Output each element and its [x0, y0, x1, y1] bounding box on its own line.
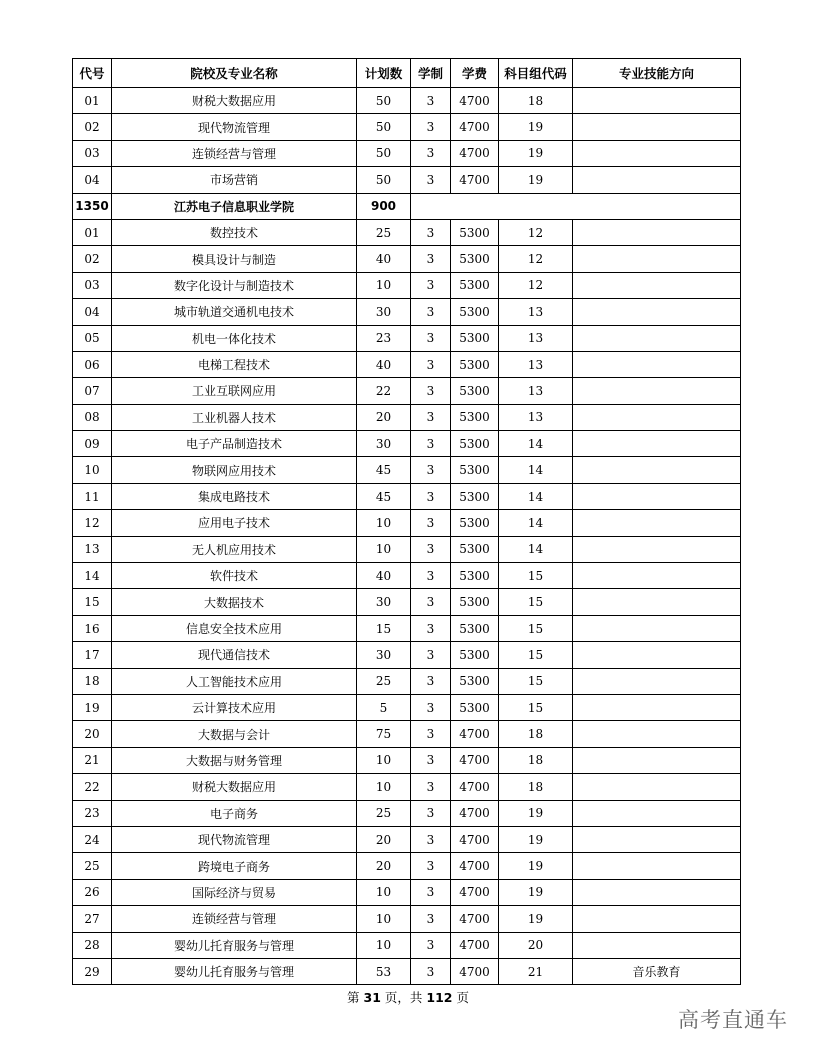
- cell-skill: 音乐教育: [573, 958, 741, 984]
- cell-skill: [573, 114, 741, 140]
- table-row: [73, 378, 741, 404]
- cell-name: 机电一体化技术: [112, 325, 357, 351]
- cell-skill: [573, 932, 741, 958]
- cell-plan: 40: [357, 563, 411, 589]
- cell-plan: 25: [357, 219, 411, 245]
- cell-skill: [573, 536, 741, 562]
- cell-code: 02: [73, 246, 112, 272]
- cell-name: 大数据与财务管理: [112, 747, 357, 773]
- cell-name: 现代通信技术: [112, 642, 357, 668]
- cell-years: 3: [411, 140, 451, 166]
- footer-page-number: 31: [363, 990, 381, 1005]
- table-row: [73, 140, 741, 166]
- cell-code: 19: [73, 694, 112, 720]
- cell-fee: 4700: [451, 932, 499, 958]
- footer-total-pages: 112: [426, 990, 453, 1005]
- cell-code: 25: [73, 853, 112, 879]
- cell-name: 工业机器人技术: [112, 404, 357, 430]
- cell-fee: 5300: [451, 431, 499, 457]
- cell-skill: [573, 431, 741, 457]
- cell-fee: 5300: [451, 457, 499, 483]
- cell-fee: 5300: [451, 378, 499, 404]
- cell-years: 3: [411, 378, 451, 404]
- school-row-empty: [411, 193, 741, 219]
- cell-fee: 4700: [451, 906, 499, 932]
- cell-subject-code: 13: [499, 378, 573, 404]
- cell-years: 3: [411, 747, 451, 773]
- header-plan: 计划数: [357, 59, 411, 88]
- cell-code: 22: [73, 774, 112, 800]
- cell-subject-code: 12: [499, 246, 573, 272]
- cell-skill: [573, 510, 741, 536]
- cell-years: 3: [411, 694, 451, 720]
- cell-subject-code: 18: [499, 721, 573, 747]
- table-row: [73, 272, 741, 298]
- cell-subject-code: 19: [499, 800, 573, 826]
- cell-name: 信息安全技术应用: [112, 615, 357, 641]
- cell-fee: 5300: [451, 694, 499, 720]
- header-skill: 专业技能方向: [573, 59, 741, 88]
- table-row: [73, 615, 741, 641]
- cell-fee: 4700: [451, 167, 499, 193]
- cell-code: 10: [73, 457, 112, 483]
- cell-plan: 40: [357, 246, 411, 272]
- cell-code: 20: [73, 721, 112, 747]
- cell-fee: 5300: [451, 642, 499, 668]
- school-name: 江苏电子信息职业学院: [112, 193, 357, 219]
- cell-years: 3: [411, 510, 451, 536]
- cell-code: 05: [73, 325, 112, 351]
- cell-subject-code: 19: [499, 114, 573, 140]
- cell-subject-code: 20: [499, 932, 573, 958]
- header-row: [73, 59, 741, 88]
- cell-code: 03: [73, 272, 112, 298]
- cell-subject-code: 13: [499, 404, 573, 430]
- cell-subject-code: 12: [499, 219, 573, 245]
- cell-subject-code: 19: [499, 167, 573, 193]
- cell-subject-code: 13: [499, 351, 573, 377]
- cell-code: 11: [73, 483, 112, 509]
- cell-years: 3: [411, 536, 451, 562]
- cell-subject-code: 19: [499, 140, 573, 166]
- cell-plan: 75: [357, 721, 411, 747]
- cell-skill: [573, 879, 741, 905]
- cell-fee: 5300: [451, 404, 499, 430]
- cell-name: 数字化设计与制造技术: [112, 272, 357, 298]
- cell-fee: 4700: [451, 140, 499, 166]
- cell-subject-code: 15: [499, 694, 573, 720]
- cell-years: 3: [411, 351, 451, 377]
- cell-subject-code: 14: [499, 510, 573, 536]
- cell-years: 3: [411, 615, 451, 641]
- cell-years: 3: [411, 325, 451, 351]
- cell-code: 02: [73, 114, 112, 140]
- cell-subject-code: 18: [499, 747, 573, 773]
- cell-skill: [573, 642, 741, 668]
- cell-skill: [573, 747, 741, 773]
- cell-fee: 5300: [451, 510, 499, 536]
- cell-fee: 5300: [451, 272, 499, 298]
- cell-years: 3: [411, 219, 451, 245]
- cell-code: 12: [73, 510, 112, 536]
- cell-skill: [573, 140, 741, 166]
- cell-name: 大数据技术: [112, 589, 357, 615]
- cell-subject-code: 14: [499, 483, 573, 509]
- cell-fee: 5300: [451, 219, 499, 245]
- cell-years: 3: [411, 483, 451, 509]
- school-plan: 900: [357, 193, 411, 219]
- cell-plan: 10: [357, 747, 411, 773]
- cell-code: 03: [73, 140, 112, 166]
- cell-plan: 5: [357, 694, 411, 720]
- cell-years: 3: [411, 906, 451, 932]
- table-row: [73, 563, 741, 589]
- cell-skill: [573, 800, 741, 826]
- cell-code: 24: [73, 826, 112, 852]
- cell-plan: 15: [357, 615, 411, 641]
- cell-plan: 30: [357, 589, 411, 615]
- header-name: 院校及专业名称: [112, 59, 357, 88]
- cell-plan: 22: [357, 378, 411, 404]
- cell-name: 电子商务: [112, 800, 357, 826]
- cell-name: 电子产品制造技术: [112, 431, 357, 457]
- cell-fee: 4700: [451, 774, 499, 800]
- cell-plan: 10: [357, 272, 411, 298]
- cell-plan: 20: [357, 853, 411, 879]
- table-row: [73, 246, 741, 272]
- cell-plan: 50: [357, 88, 411, 114]
- cell-skill: [573, 88, 741, 114]
- cell-code: 18: [73, 668, 112, 694]
- cell-fee: 5300: [451, 615, 499, 641]
- cell-code: 15: [73, 589, 112, 615]
- table-row: [73, 114, 741, 140]
- cell-fee: 4700: [451, 114, 499, 140]
- cell-skill: [573, 694, 741, 720]
- table-row: [73, 219, 741, 245]
- cell-fee: 4700: [451, 721, 499, 747]
- cell-fee: 4700: [451, 826, 499, 852]
- cell-code: 08: [73, 404, 112, 430]
- cell-skill: [573, 378, 741, 404]
- watermark: 高考直通车: [678, 1008, 788, 1032]
- cell-name: 现代物流管理: [112, 114, 357, 140]
- cell-fee: 4700: [451, 853, 499, 879]
- cell-subject-code: 15: [499, 563, 573, 589]
- cell-code: 01: [73, 88, 112, 114]
- table-row: [73, 351, 741, 377]
- cell-name: 现代物流管理: [112, 826, 357, 852]
- cell-skill: [573, 615, 741, 641]
- cell-skill: [573, 906, 741, 932]
- cell-code: 01: [73, 219, 112, 245]
- cell-fee: 4700: [451, 747, 499, 773]
- footer-suffix: 页: [456, 990, 469, 1005]
- cell-subject-code: 15: [499, 589, 573, 615]
- cell-years: 3: [411, 167, 451, 193]
- cell-subject-code: 13: [499, 299, 573, 325]
- table-row: [73, 826, 741, 852]
- header-years: 学制: [411, 59, 451, 88]
- cell-subject-code: 15: [499, 642, 573, 668]
- cell-years: 3: [411, 668, 451, 694]
- cell-name: 人工智能技术应用: [112, 668, 357, 694]
- table-row: [73, 932, 741, 958]
- cell-subject-code: 19: [499, 879, 573, 905]
- table-row: [73, 694, 741, 720]
- cell-years: 3: [411, 404, 451, 430]
- cell-fee: 4700: [451, 800, 499, 826]
- cell-years: 3: [411, 721, 451, 747]
- cell-years: 3: [411, 246, 451, 272]
- footer-middle: 页，共: [384, 990, 423, 1005]
- cell-skill: [573, 351, 741, 377]
- cell-subject-code: 14: [499, 431, 573, 457]
- table-row: [73, 800, 741, 826]
- cell-code: 06: [73, 351, 112, 377]
- table-row: [73, 879, 741, 905]
- cell-plan: 40: [357, 351, 411, 377]
- cell-subject-code: 14: [499, 457, 573, 483]
- cell-skill: [573, 589, 741, 615]
- cell-skill: [573, 246, 741, 272]
- cell-plan: 50: [357, 114, 411, 140]
- cell-name: 无人机应用技术: [112, 536, 357, 562]
- cell-subject-code: 12: [499, 272, 573, 298]
- cell-plan: 20: [357, 826, 411, 852]
- cell-years: 3: [411, 826, 451, 852]
- cell-fee: 4700: [451, 879, 499, 905]
- cell-plan: 25: [357, 800, 411, 826]
- cell-name: 软件技术: [112, 563, 357, 589]
- cell-code: 14: [73, 563, 112, 589]
- cell-subject-code: 18: [499, 88, 573, 114]
- cell-skill: [573, 721, 741, 747]
- cell-skill: [573, 167, 741, 193]
- table-row: [73, 668, 741, 694]
- cell-fee: 5300: [451, 668, 499, 694]
- table-body: [73, 88, 741, 985]
- cell-plan: 25: [357, 668, 411, 694]
- table-row: [73, 774, 741, 800]
- cell-fee: 5300: [451, 299, 499, 325]
- cell-plan: 30: [357, 642, 411, 668]
- cell-plan: 20: [357, 404, 411, 430]
- cell-name: 连锁经营与管理: [112, 140, 357, 166]
- cell-code: 21: [73, 747, 112, 773]
- cell-subject-code: 13: [499, 325, 573, 351]
- cell-years: 3: [411, 457, 451, 483]
- enrollment-table: [72, 58, 741, 985]
- cell-plan: 50: [357, 167, 411, 193]
- cell-plan: 53: [357, 958, 411, 984]
- table-row: [73, 431, 741, 457]
- cell-code: 28: [73, 932, 112, 958]
- cell-name: 婴幼儿托育服务与管理: [112, 958, 357, 984]
- cell-skill: [573, 457, 741, 483]
- table-row: [73, 457, 741, 483]
- cell-subject-code: 14: [499, 536, 573, 562]
- cell-subject-code: 15: [499, 615, 573, 641]
- cell-subject-code: 21: [499, 958, 573, 984]
- table-row: [73, 88, 741, 114]
- cell-skill: [573, 325, 741, 351]
- cell-name: 财税大数据应用: [112, 88, 357, 114]
- cell-name: 云计算技术应用: [112, 694, 357, 720]
- cell-code: 29: [73, 958, 112, 984]
- cell-fee: 5300: [451, 351, 499, 377]
- cell-skill: [573, 272, 741, 298]
- cell-name: 工业互联网应用: [112, 378, 357, 404]
- cell-fee: 5300: [451, 589, 499, 615]
- cell-code: 27: [73, 906, 112, 932]
- cell-years: 3: [411, 88, 451, 114]
- cell-subject-code: 15: [499, 668, 573, 694]
- cell-plan: 45: [357, 457, 411, 483]
- table-row: [73, 325, 741, 351]
- cell-years: 3: [411, 800, 451, 826]
- school-code: 1350: [73, 193, 112, 219]
- table-row: [73, 510, 741, 536]
- cell-plan: 23: [357, 325, 411, 351]
- cell-fee: 5300: [451, 483, 499, 509]
- cell-plan: 30: [357, 299, 411, 325]
- cell-years: 3: [411, 853, 451, 879]
- cell-code: 26: [73, 879, 112, 905]
- cell-subject-code: 19: [499, 826, 573, 852]
- cell-skill: [573, 404, 741, 430]
- table-row: [73, 483, 741, 509]
- cell-years: 3: [411, 114, 451, 140]
- cell-code: 23: [73, 800, 112, 826]
- table-row: [73, 642, 741, 668]
- cell-name: 模具设计与制造: [112, 246, 357, 272]
- cell-name: 市场营销: [112, 167, 357, 193]
- cell-name: 物联网应用技术: [112, 457, 357, 483]
- cell-skill: [573, 774, 741, 800]
- cell-skill: [573, 483, 741, 509]
- cell-name: 大数据与会计: [112, 721, 357, 747]
- cell-plan: 10: [357, 774, 411, 800]
- cell-name: 婴幼儿托育服务与管理: [112, 932, 357, 958]
- cell-name: 城市轨道交通机电技术: [112, 299, 357, 325]
- header-code: 代号: [73, 59, 112, 88]
- cell-name: 连锁经营与管理: [112, 906, 357, 932]
- cell-years: 3: [411, 958, 451, 984]
- cell-name: 国际经济与贸易: [112, 879, 357, 905]
- table-row: [73, 536, 741, 562]
- footer-prefix: 第: [347, 990, 360, 1005]
- cell-fee: 4700: [451, 958, 499, 984]
- cell-fee: 5300: [451, 536, 499, 562]
- cell-skill: [573, 299, 741, 325]
- cell-subject-code: 19: [499, 906, 573, 932]
- header-fee: 学费: [451, 59, 499, 88]
- cell-years: 3: [411, 431, 451, 457]
- table-row: [73, 167, 741, 193]
- cell-plan: 10: [357, 932, 411, 958]
- cell-code: 04: [73, 167, 112, 193]
- cell-plan: 10: [357, 906, 411, 932]
- table-row: [73, 853, 741, 879]
- cell-fee: 4700: [451, 88, 499, 114]
- cell-plan: 30: [357, 431, 411, 457]
- cell-fee: 5300: [451, 325, 499, 351]
- cell-fee: 5300: [451, 246, 499, 272]
- cell-years: 3: [411, 589, 451, 615]
- school-row: [73, 193, 741, 219]
- cell-skill: [573, 826, 741, 852]
- cell-code: 17: [73, 642, 112, 668]
- cell-subject-code: 19: [499, 853, 573, 879]
- cell-years: 3: [411, 299, 451, 325]
- table-row: [73, 299, 741, 325]
- table-row: [73, 906, 741, 932]
- cell-years: 3: [411, 272, 451, 298]
- cell-fee: 5300: [451, 563, 499, 589]
- table-row: [73, 747, 741, 773]
- cell-subject-code: 18: [499, 774, 573, 800]
- cell-name: 电梯工程技术: [112, 351, 357, 377]
- table-row: [73, 404, 741, 430]
- cell-years: 3: [411, 563, 451, 589]
- cell-code: 13: [73, 536, 112, 562]
- cell-plan: 10: [357, 510, 411, 536]
- cell-plan: 50: [357, 140, 411, 166]
- cell-plan: 10: [357, 879, 411, 905]
- cell-code: 09: [73, 431, 112, 457]
- cell-name: 财税大数据应用: [112, 774, 357, 800]
- cell-years: 3: [411, 879, 451, 905]
- cell-code: 04: [73, 299, 112, 325]
- cell-code: 16: [73, 615, 112, 641]
- cell-name: 跨境电子商务: [112, 853, 357, 879]
- cell-skill: [573, 219, 741, 245]
- cell-skill: [573, 563, 741, 589]
- cell-skill: [573, 853, 741, 879]
- cell-code: 07: [73, 378, 112, 404]
- cell-years: 3: [411, 774, 451, 800]
- cell-plan: 45: [357, 483, 411, 509]
- table-row: [73, 958, 741, 984]
- cell-years: 3: [411, 642, 451, 668]
- cell-years: 3: [411, 932, 451, 958]
- cell-name: 应用电子技术: [112, 510, 357, 536]
- table-row: [73, 721, 741, 747]
- cell-name: 集成电路技术: [112, 483, 357, 509]
- cell-plan: 10: [357, 536, 411, 562]
- cell-name: 数控技术: [112, 219, 357, 245]
- cell-skill: [573, 668, 741, 694]
- table-row: [73, 589, 741, 615]
- header-subject-code: 科目组代码: [499, 59, 573, 88]
